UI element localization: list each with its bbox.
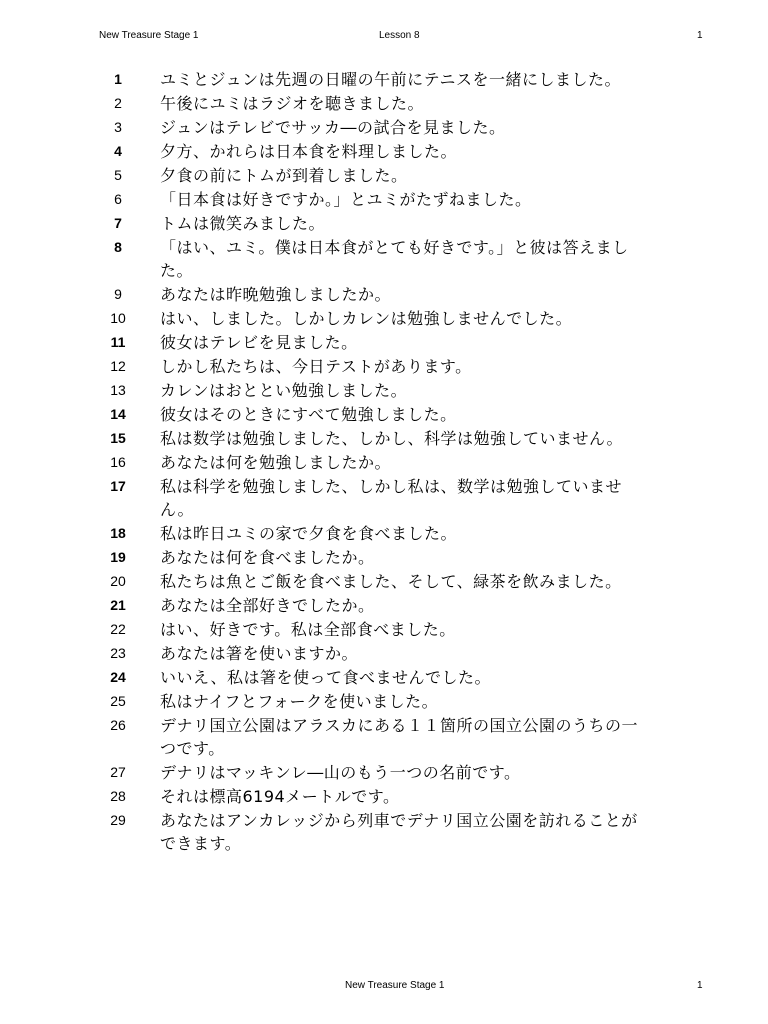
line-number: 27 [110,764,126,780]
sentence-text: 午後にユミはラジオを聴きました。 [160,94,425,113]
line-number: 2 [114,95,122,111]
header-doc-title: New Treasure Stage 1 [99,30,199,41]
line-number: 24 [110,669,126,685]
sentence-row [0,212,768,235]
sentence-row [0,642,768,665]
sentence-text: デナリ国立公園はアラスカにある１１箇所の国立公園のうちの一つです。 [160,716,639,758]
sentence-row [0,522,768,545]
line-number: 18 [110,525,126,541]
sentence-text: カレンはおととい勉強しました。 [160,381,408,400]
sentence-row [0,427,768,450]
footer-doc-title: New Treasure Stage 1 [345,980,445,991]
sentence-text: しかし私たちは、今日テストがあります。 [160,357,472,376]
sentence-row [0,236,768,282]
sentence-row [0,68,768,91]
sentence-text: 私は科学を勉強しました、しかし私は、数学は勉強していません。 [160,477,623,519]
line-number: 25 [110,693,126,709]
sentence-row [0,785,768,808]
header-lesson-label: Lesson 8 [379,30,420,41]
sentence-row [0,116,768,139]
sentence-text: トムは微笑みました。 [160,214,326,233]
line-number: 20 [110,573,126,589]
line-number: 3 [114,119,122,135]
line-number: 28 [110,788,126,804]
sentence-row [0,92,768,115]
sentence-row [0,570,768,593]
sentence-row [0,355,768,378]
sentence-row [0,451,768,474]
sentence-text: あなたはアンカレッジから列車でデナリ国立公園を訪れることができます。 [160,811,638,853]
sentence-text: 私たちは魚とご飯を食べました、そして、緑茶を飲みました。 [160,572,622,591]
sentence-row [0,188,768,211]
sentence-text: あなたは箸を使いますか。 [160,644,359,663]
sentence-row [0,666,768,689]
line-number: 4 [114,143,122,159]
sentence-row [0,714,768,760]
sentence-row [0,546,768,569]
header-page-number: 1 [697,30,703,41]
sentence-text: 私は昨日ユミの家で夕食を食べました。 [160,524,458,543]
sentence-text: ジュンはテレビでサッカ―の試合を見ました。 [160,118,506,137]
sentence-row [0,475,768,521]
line-number: 15 [110,430,126,446]
line-number: 21 [110,597,126,613]
sentence-text: はい、しました。しかしカレンは勉強しませんでした。 [160,309,573,328]
sentence-text: 彼女はそのときにすべて勉強しました。 [160,405,457,424]
line-number: 19 [110,549,126,565]
line-number: 10 [110,310,126,326]
sentence-text: あなたは何を勉強しましたか。 [160,453,392,472]
line-number: 6 [114,191,122,207]
line-number: 8 [114,239,122,255]
sentence-row [0,331,768,354]
sentence-text: それは標高6194メートルです。 [160,787,400,806]
line-number: 22 [110,621,126,637]
sentence-text: 私は数学は勉強しました、しかし、科学は勉強していません。 [160,429,623,448]
sentence-row [0,690,768,713]
sentence-row [0,618,768,641]
sentence-text: いいえ、私は箸を使って食べませんでした。 [160,668,491,687]
sentence-text: 「はい、ユミ。僕は日本食がとても好きです。」と彼は答えました。 [160,238,629,280]
sentence-list [0,68,768,856]
sentence-row [0,809,768,855]
footer-page-number: 1 [697,980,703,991]
line-number: 7 [114,215,122,231]
sentence-row [0,164,768,187]
sentence-row [0,594,768,617]
sentence-text: あなたは昨晩勉強しましたか。 [160,285,392,304]
sentence-text: 彼女はテレビを見ました。 [160,333,358,352]
line-number: 23 [110,645,126,661]
sentence-text: 私はナイフとフォークを使いました。 [160,692,439,711]
sentence-row [0,761,768,784]
line-number: 17 [110,478,126,494]
line-number: 29 [110,812,126,828]
sentence-row [0,283,768,306]
sentence-text: はい、好きです。私は全部食べました。 [160,620,456,639]
line-number: 14 [110,406,126,422]
line-number: 1 [114,71,122,87]
line-number: 5 [114,167,122,183]
sentence-text: 夕食の前にトムが到着しました。 [160,166,408,185]
line-number: 26 [110,717,126,733]
line-number: 12 [110,358,126,374]
sentence-text: デナリはマッキンレ―山のもう一つの名前です。 [160,763,521,782]
sentence-text: あなたは全部好きでしたか。 [160,596,375,615]
sentence-text: ユミとジュンは先週の日曜の午前にテニスを一緒にしました。 [160,70,622,89]
line-number: 11 [110,334,126,350]
sentence-text: 「日本食は好きですか。」とユミがたずねました。 [160,190,532,209]
sentence-row [0,140,768,163]
sentence-row [0,379,768,402]
sentence-row [0,307,768,330]
sentence-text: 夕方、かれらは日本食を料理しました。 [160,142,458,161]
line-number: 16 [110,454,126,470]
sentence-row [0,403,768,426]
line-number: 9 [114,286,122,302]
line-number: 13 [110,382,126,398]
sentence-text: あなたは何を食べましたか。 [160,548,375,567]
